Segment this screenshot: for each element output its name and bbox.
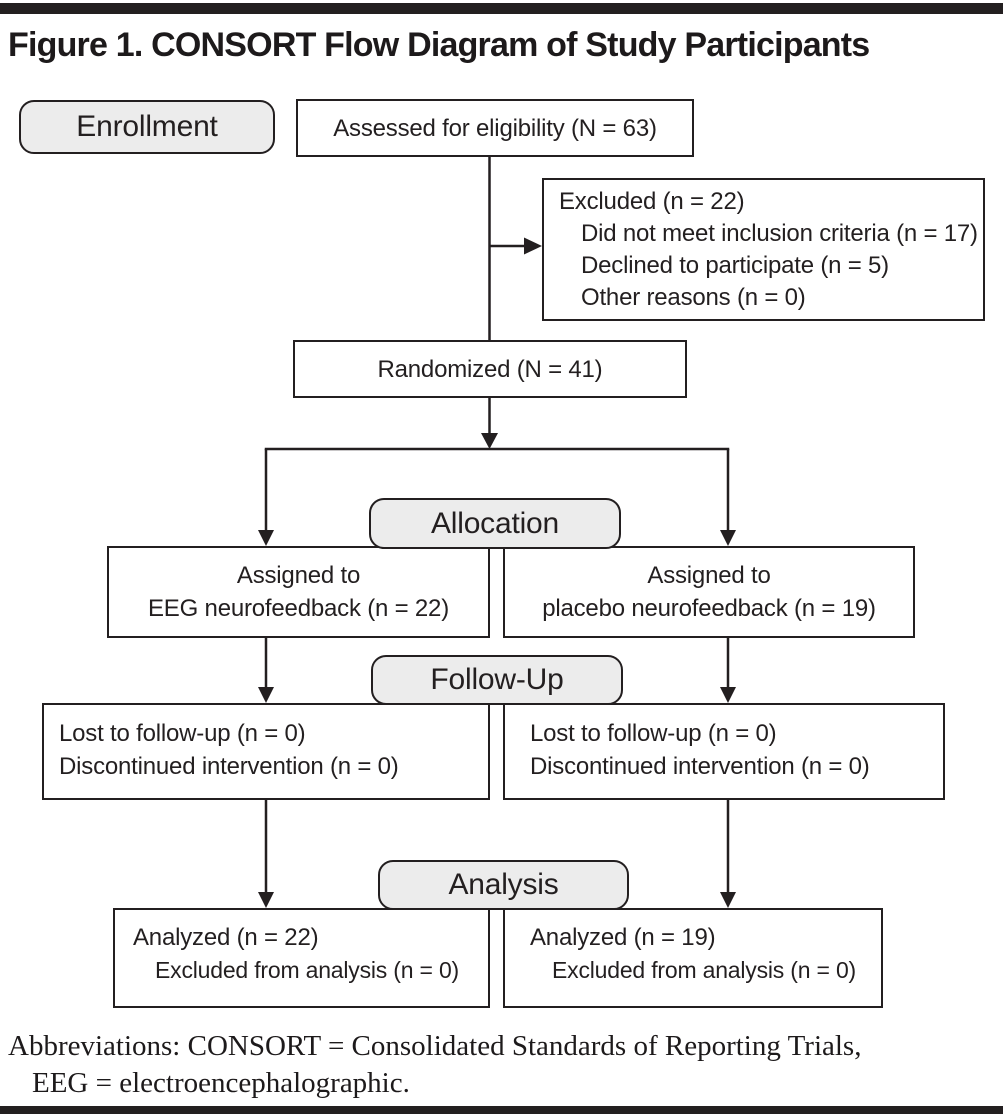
assigned-eeg-line2: EEG neurofeedback (n = 22) [148,595,449,622]
abbreviations-line2: EEG = electroencephalographic. [32,1067,410,1099]
arrowhead-analysis-eeg [258,892,274,908]
randomized-text: Randomized (N = 41) [377,355,603,383]
assigned-placebo-line2: placebo neurofeedback (n = 19) [542,595,876,622]
assigned-eeg-line1: Assigned to [236,562,361,589]
analyzed-placebo-detail: Excluded from analysis (n = 0) [552,957,856,983]
followup-eeg-line1: Lost to follow-up (n = 0) [59,720,306,747]
analyzed-eeg-title: Analyzed (n = 22) [133,924,319,951]
assessed-text: Assessed for eligibility (N = 63) [333,114,657,142]
arrowhead-analysis-placebo [720,892,736,908]
enrollment-stage-label: Enrollment [19,100,275,154]
followup-eeg-line2: Discontinued intervention (n = 0) [59,753,399,780]
arrowhead-split [481,433,498,449]
followup-placebo-line1: Lost to follow-up (n = 0) [530,720,777,747]
arrowhead-followup-eeg [258,687,274,703]
arrowhead-assigned-placebo [720,530,736,546]
analyzed-eeg-detail: Excluded from analysis (n = 0) [155,957,459,983]
analysis-stage-label: Analysis [378,860,629,910]
excluded-reason: Declined to participate (n = 5) [581,252,889,279]
abbreviations-line1: Abbreviations: CONSORT = Consolidated Standards of Reporting Trials, [8,1030,862,1062]
excluded-title: Excluded (n = 22) [559,188,745,215]
analyzed-placebo-title: Analyzed (n = 19) [530,924,716,951]
followup-stage-label: Follow-Up [371,655,623,705]
arrowhead-followup-placebo [720,687,736,703]
arrowhead-excluded [524,238,542,255]
arrowhead-assigned-eeg [258,530,274,546]
allocation-stage-label: Allocation [369,498,621,549]
excluded-reason: Other reasons (n = 0) [581,284,806,311]
figure-title: Figure 1. CONSORT Flow Diagram of Study Participants [8,26,870,64]
followup-placebo-line2: Discontinued intervention (n = 0) [530,753,870,780]
excluded-reason: Did not meet inclusion criteria (n = 17) [581,220,978,247]
assigned-placebo-line1: Assigned to [647,562,771,589]
